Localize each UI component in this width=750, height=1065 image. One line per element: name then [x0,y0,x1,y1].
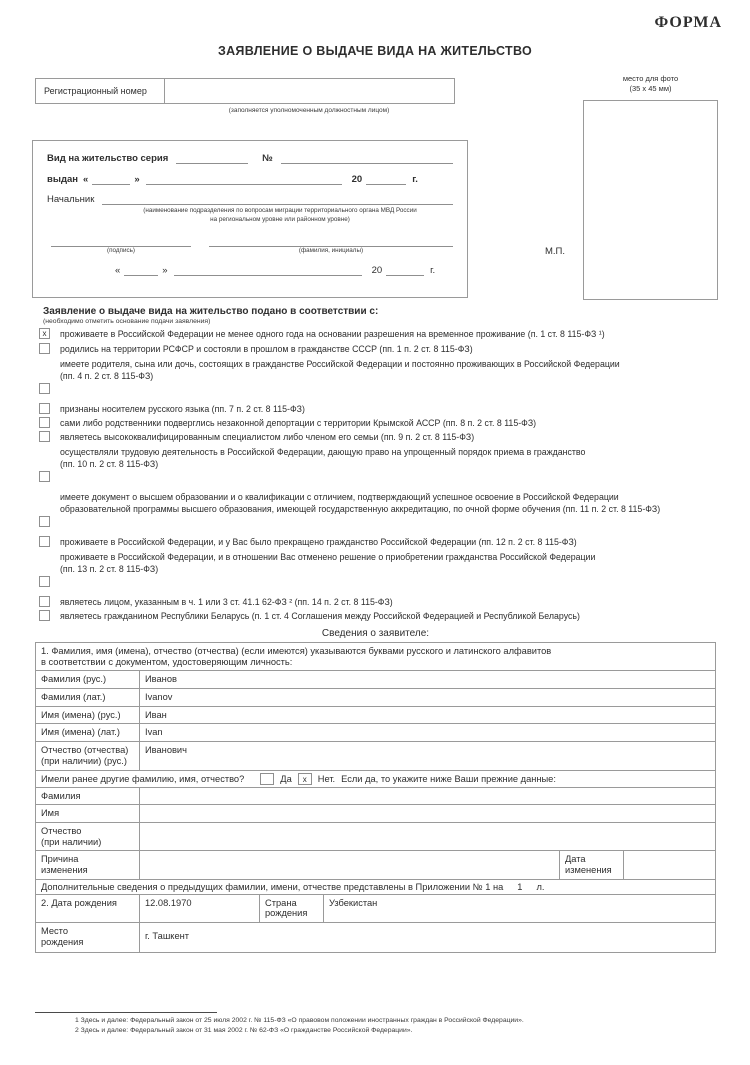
initials-field[interactable] [209,236,453,247]
surname-lat-field[interactable]: Ivanov [139,689,715,706]
names-header-line2: в соответствии с документом, удостоверяющим личность: [41,656,293,667]
ground-checkbox-art41[interactable] [39,596,50,607]
ground-checkbox-deportation[interactable] [39,417,50,428]
ground-label-relatives-line1: имеете родителя, сына или дочь, состоящих в гражданстве Российской Федерации и постоянно проживающих в Российской Федерации [60,359,620,369]
table-row-surname-rus [36,670,715,688]
sign-day-field[interactable] [124,265,158,276]
ground-checkbox-education[interactable] [39,516,50,527]
chief-label: Начальник [47,194,95,205]
ground-checkbox-terminated-citizenship[interactable] [39,536,50,547]
ground-item-education [35,491,716,527]
ground-label-art41: являетесь лицом, указанным в ч. 1 или 3 ст. 41.1 62-ФЗ ² (пп. 14 п. 2 ст. 8 115-ФЗ) [60,597,393,607]
footnote-2: 2 Здесь и далее: Федеральный закон от 31 мая 2002 г. № 62-ФЗ «О гражданстве Российской Федерации». [75,1026,413,1034]
initials-caption: (фамилия, инициалы) [298,247,364,254]
ground-checkbox-specialist[interactable] [39,431,50,442]
change-date-field[interactable] [623,851,715,878]
patronymic-label: Отчество (отчества) (при наличии) (рус.) [41,745,129,766]
photo-caption [583,74,718,94]
issue-year-field[interactable] [366,174,406,185]
ground-checkbox-labor[interactable] [39,471,50,482]
ground-label-cancelled-decision-line1: проживаете в Российской Федерации, и в отношении Вас отменено решение о приобретении гражданства Российской Федерации [60,552,596,562]
surname-rus-field[interactable]: Иванов [139,671,715,688]
registration-number-field[interactable] [164,79,454,103]
issue-year-suffix: г. [412,174,418,185]
registration-number-box [35,78,455,104]
permit-number-field[interactable] [281,153,453,164]
names-header-line1: 1. Фамилия, имя (имена), отчество (отчества) (если имеются) указываются буквами русского и латинского алфавитов [41,646,552,656]
previous-names-question-tail: Если да, то укажите ниже Ваши прежние данные: [341,773,556,784]
issue-day-field[interactable] [92,174,130,185]
ground-item-cancelled-decision [35,551,716,587]
ground-item-rsfsr [35,343,716,355]
surname-rus-label: Фамилия (рус.) [41,674,107,685]
birth-date-label: 2. Дата рождения [41,897,117,908]
sign-close-quote: » [162,265,168,276]
issue-month-field[interactable] [146,174,342,185]
birth-country-field[interactable]: Узбекистан [323,895,715,922]
appendix-note-text: Дополнительные сведения о предыдущих фамилии, имени, отчестве представлены в Приложении № 1 на [41,881,504,892]
previous-surname-row [36,787,715,805]
appendix-note-row [36,879,715,894]
previous-names-no-checkbox[interactable]: x [298,773,312,785]
issue-century: 20 [351,174,363,185]
birthplace-label: Место рождения [41,926,84,947]
ground-item-rvp [35,328,716,340]
ground-item-relatives [35,358,716,394]
photo-placeholder [583,100,718,300]
sign-year-field[interactable] [386,265,424,276]
ground-label-rsfsr: родились на территории РСФСР и состояли в прошлом в гражданстве СССР (пп. 1 п. 2 ст. 8 115-ФЗ) [60,344,473,354]
previous-name-row [36,804,715,822]
ground-label-rvp: проживаете в Российской Федерации не менее одного года на основании разрешения на временное проживание (п. 1 ст. 8 115-ФЗ ¹) [60,329,605,339]
patronymic-field[interactable]: Иванович [139,742,715,769]
previous-names-no-label: Нет. [317,773,336,784]
ground-item-art41 [35,596,716,608]
previous-surname-field[interactable] [139,788,715,805]
registration-number-label: Регистрационный номер [44,86,147,96]
signature-captions-row [47,247,453,254]
close-quote: » [134,174,140,185]
previous-names-yes-label: Да [280,773,292,784]
permit-series-row [47,153,453,164]
sign-month-field[interactable] [174,265,362,276]
birthplace-field[interactable]: г. Ташкент [139,923,715,952]
ground-item-belarus [35,610,716,622]
previous-name-field[interactable] [139,805,715,822]
photo-caption-line1: место для фото [622,74,679,83]
ground-label-native-speaker: признаны носителем русского языка (пп. 7 п. 2 ст. 8 115-ФЗ) [60,404,305,414]
ground-label-labor-line1: осуществляли трудовую деятельность в Российской Федерации, дающую право на упрощенный порядок приема в гражданство [60,447,586,457]
applicant-section-title: Сведения о заявителе: [321,628,430,639]
ground-checkbox-native-speaker[interactable] [39,403,50,414]
ground-item-native-speaker [35,403,716,415]
table-row-surname-lat [36,688,715,706]
surname-lat-label: Фамилия (лат.) [41,692,106,703]
signature-row [47,236,453,247]
footnote-rule [35,1012,217,1013]
signature-field[interactable] [51,236,191,247]
form-corner-label: ФОРМА [654,14,722,31]
ground-label-specialist: являетесь высококвалифицированным специалистом либо членом его семьи (пп. 9 п. 2 ст. 8 115-ФЗ) [60,432,475,442]
change-date-label: Дата изменения [559,851,623,878]
name-lat-field[interactable]: Ivan [139,724,715,741]
grounds-section-title: Заявление о выдаче вида на жительство подано в соответствии с: [43,306,379,317]
footnotes [35,1012,715,1035]
applicant-table [35,642,716,953]
ground-item-specialist [35,431,716,443]
ground-checkbox-relatives[interactable] [39,383,50,394]
appendix-sheets-suffix: л. [536,881,545,892]
ground-label-belarus: являетесь гражданином Республики Беларусь (п. 1 ст. 4 Соглашения между Российской Федерацией и Республикой Беларусь) [60,611,580,621]
previous-names-yes-checkbox[interactable] [260,773,274,785]
previous-patronymic-label: Отчество (при наличии) [41,825,102,847]
ground-label-terminated-citizenship: проживаете в Российской Федерации, и у Вас было прекращено гражданство Российской Федерации (пп. 12 п. 2 ст. 8 115-ФЗ) [60,537,577,547]
change-reason-row [36,850,715,878]
ground-item-deportation [35,417,716,429]
chief-row [47,194,453,205]
appendix-sheets-value[interactable]: 1 [517,881,523,892]
table-row-patronymic [36,741,715,769]
ground-label-education-line1: имеете документ о высшем образовании и о квалификации с отличием, подтверждающий успешное освоение в Российской Федерации [60,492,619,502]
table-row-name-lat [36,723,715,741]
stamp-place-label: М.П. [545,246,566,257]
signing-date-row [115,265,453,276]
department-caption [107,207,453,224]
birth-date-row [36,894,715,922]
change-reason-field[interactable] [139,851,559,878]
ground-label-deportation: сами либо родственники подверглись незаконной депортации с территории Крымской АССР (пп. 8 п. 2 ст. 8 115-ФЗ) [60,418,537,428]
department-caption-line2: на региональном уровне или районном уровне) [210,215,350,223]
registration-caption: (заполняется уполномоченным должностным лицом) [228,107,390,114]
previous-name-label: Имя [41,808,60,819]
main-column [35,306,716,953]
birthplace-row [36,922,715,952]
photo-caption-line2: (35 x 45 мм) [629,83,672,93]
department-caption-line1: (наименование подразделения по вопросам миграции территориального органа МВД России [143,207,417,214]
ground-label-education-line2: образовательной программы высшего образования, имеющей государственную аккредитацию, по очной форме обучения (пп. 11 п. 2 ст. 8 115-ФЗ) [60,504,661,514]
permit-details-box [32,140,468,298]
previous-patronymic-field[interactable] [139,823,715,850]
name-lat-label: Имя (имена) (лат.) [41,727,120,738]
ground-checkbox-belarus[interactable] [39,610,50,621]
name-rus-field[interactable]: Иван [139,707,715,724]
ground-label-relatives-line2: (пп. 4 п. 2 ст. 8 115-ФЗ) [60,371,154,381]
sign-open-quote: « [115,265,121,276]
issued-label: выдан [47,174,79,185]
birth-date-field[interactable]: 12.08.1970 [139,895,259,922]
ground-checkbox-cancelled-decision[interactable] [39,576,50,587]
grounds-note: (необходимо отметить основание подачи заявления) [43,318,211,325]
signature-caption: (подпись) [107,247,135,254]
ground-item-terminated-citizenship [35,536,716,548]
previous-patronymic-row [36,822,715,850]
page-title: ЗАЯВЛЕНИЕ О ВЫДАЧЕ ВИДА НА ЖИТЕЛЬСТВО [217,44,533,58]
birth-country-label: Страна рождения [259,895,323,922]
name-rus-label: Имя (имена) (рус.) [41,709,121,720]
permit-issue-date-row [47,174,453,185]
names-header-row [36,643,715,670]
chief-department-field[interactable] [102,194,453,205]
table-row-name-rus [36,706,715,724]
previous-names-question-row [36,770,715,787]
ground-item-labor [35,446,716,482]
permit-number-sign: № [262,153,273,164]
ground-checkbox-rsfsr[interactable] [39,343,50,354]
footnote-1: 1 Здесь и далее: Федеральный закон от 25 июля 2002 г. № 115-ФЗ «О правовом положении иностранных граждан в Российской Федерации». [75,1017,524,1024]
open-quote: « [83,174,89,185]
previous-surname-label: Фамилия [41,790,81,801]
change-reason-label: Причина изменения [41,854,88,875]
ground-label-cancelled-decision-line2: (пп. 13 п. 2 ст. 8 115-ФЗ) [60,564,159,574]
permit-series-label: Вид на жительство серия [47,153,169,164]
permit-series-field[interactable] [176,153,248,164]
previous-names-question: Имели ранее другие фамилию, имя, отчество? [41,773,245,784]
sign-year-suffix: г. [430,265,436,276]
sign-century: 20 [371,265,383,276]
ground-label-labor-line2: (пп. 10 п. 2 ст. 8 115-ФЗ) [60,459,159,469]
ground-checkbox-rvp[interactable]: x [39,328,50,339]
